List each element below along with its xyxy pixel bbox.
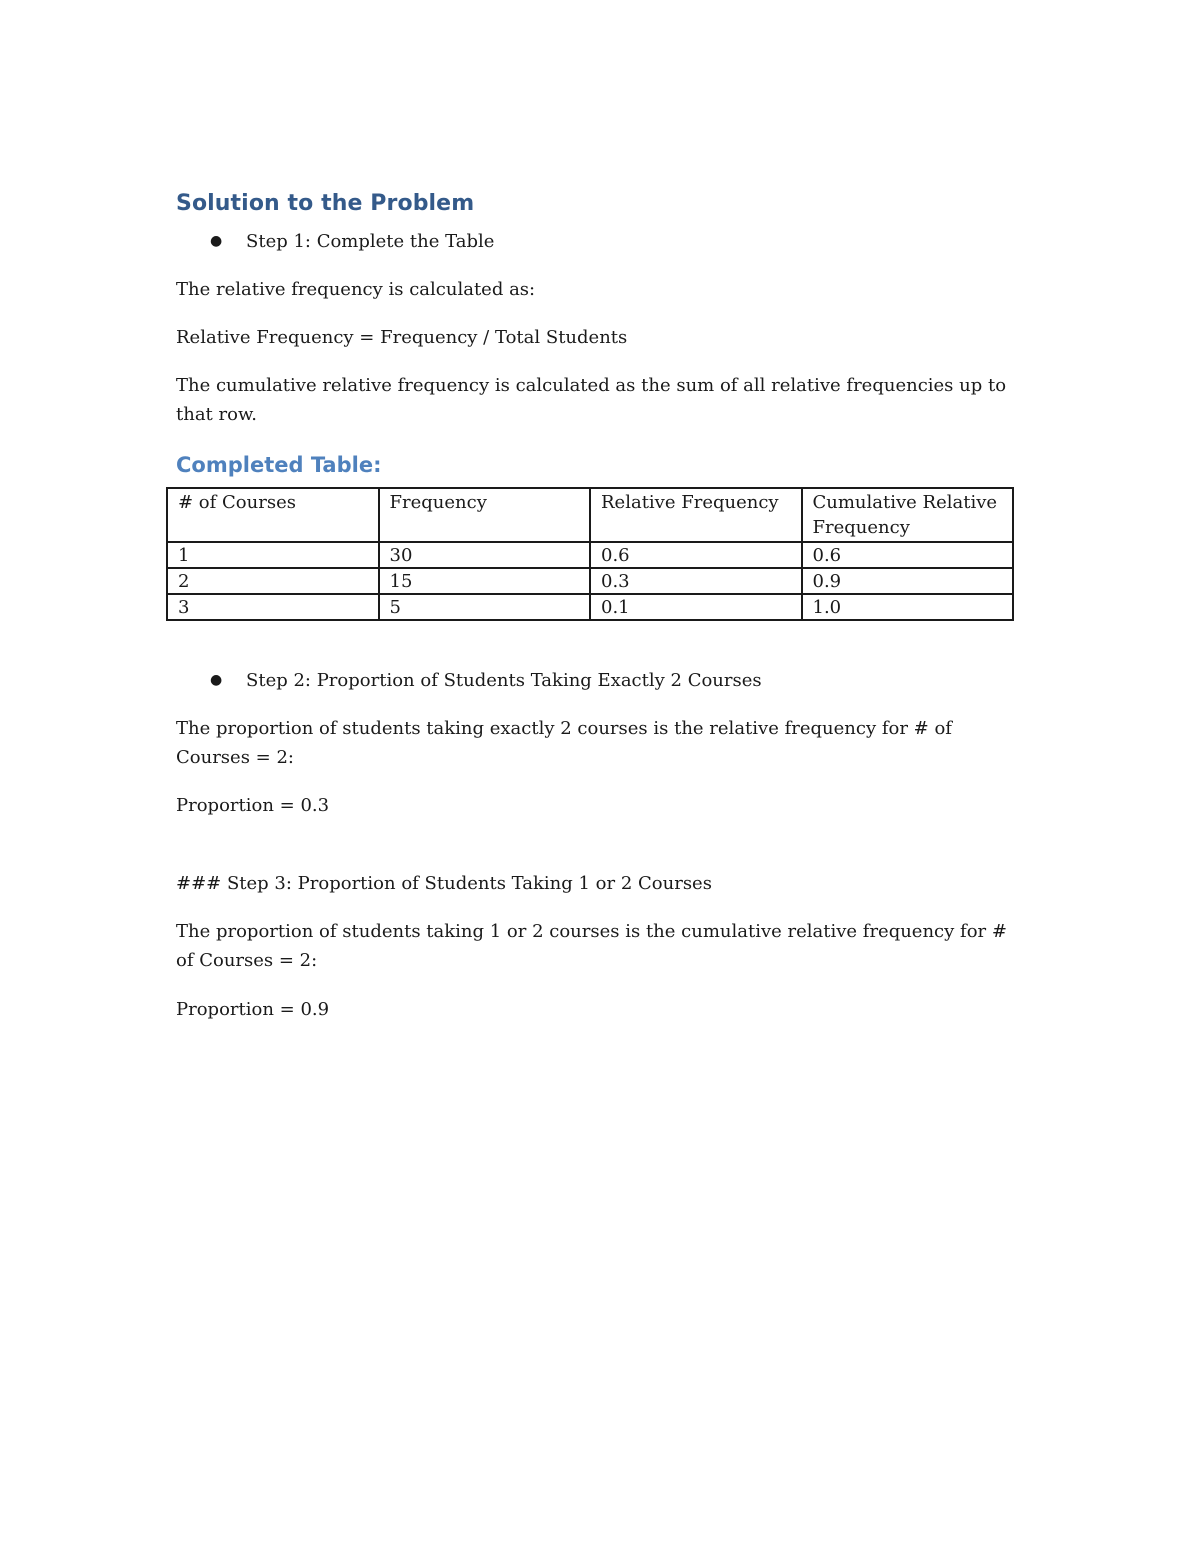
table-cell: 0.6: [802, 542, 1014, 568]
step1-paragraph-1: The relative frequency is calculated as:: [176, 279, 536, 300]
step2-paragraph-1: The proportion of students taking exactly 2 courses is the relative frequency for # of Courses = 2:: [176, 718, 952, 768]
completed-table: [166, 487, 1014, 621]
column-header: Cumulative Relative Frequency: [802, 488, 1014, 542]
step1-bullet-text: Step 1: Complete the Table: [246, 231, 495, 252]
table-cell: 15: [379, 568, 591, 594]
table-cell: 1.0: [802, 594, 1014, 620]
step2-proportion: Proportion = 0.3: [176, 795, 330, 816]
bullet-icon: ●: [210, 233, 223, 249]
bullet-icon: ●: [210, 672, 223, 688]
step2-bullet-item: [210, 668, 762, 693]
table-cell: 30: [379, 542, 591, 568]
column-header: # of Courses: [167, 488, 379, 542]
table-cell: 0.9: [802, 568, 1014, 594]
table-row: [167, 594, 1013, 620]
table-cell: 5: [379, 594, 591, 620]
table-cell: 0.6: [590, 542, 802, 568]
table-heading: Completed Table:: [176, 453, 382, 477]
column-header: Relative Frequency: [590, 488, 802, 542]
table-cell: 1: [167, 542, 379, 568]
step1-paragraph-3: The cumulative relative frequency is calculated as the sum of all relative frequencies up to that row.: [176, 375, 1007, 425]
table-header-row: [167, 488, 1013, 542]
page-title: Solution to the Problem: [176, 191, 475, 216]
step3-proportion: Proportion = 0.9: [176, 999, 330, 1020]
table-cell: 0.3: [590, 568, 802, 594]
table-cell: 3: [167, 594, 379, 620]
step2-bullet-text: Step 2: Proportion of Students Taking Exactly 2 Courses: [246, 670, 762, 691]
step1-bullet-item: [210, 229, 494, 254]
step3-heading: ### Step 3: Proportion of Students Taking 1 or 2 Courses: [176, 873, 712, 894]
step3-paragraph-1: The proportion of students taking 1 or 2 courses is the cumulative relative frequency for # of Courses = 2:: [176, 921, 1007, 971]
table-cell: 2: [167, 568, 379, 594]
table-row: [167, 568, 1013, 594]
table-cell: 0.1: [590, 594, 802, 620]
column-header: Frequency: [379, 488, 591, 542]
step1-formula: Relative Frequency = Frequency / Total Students: [176, 327, 628, 348]
table-row: [167, 542, 1013, 568]
